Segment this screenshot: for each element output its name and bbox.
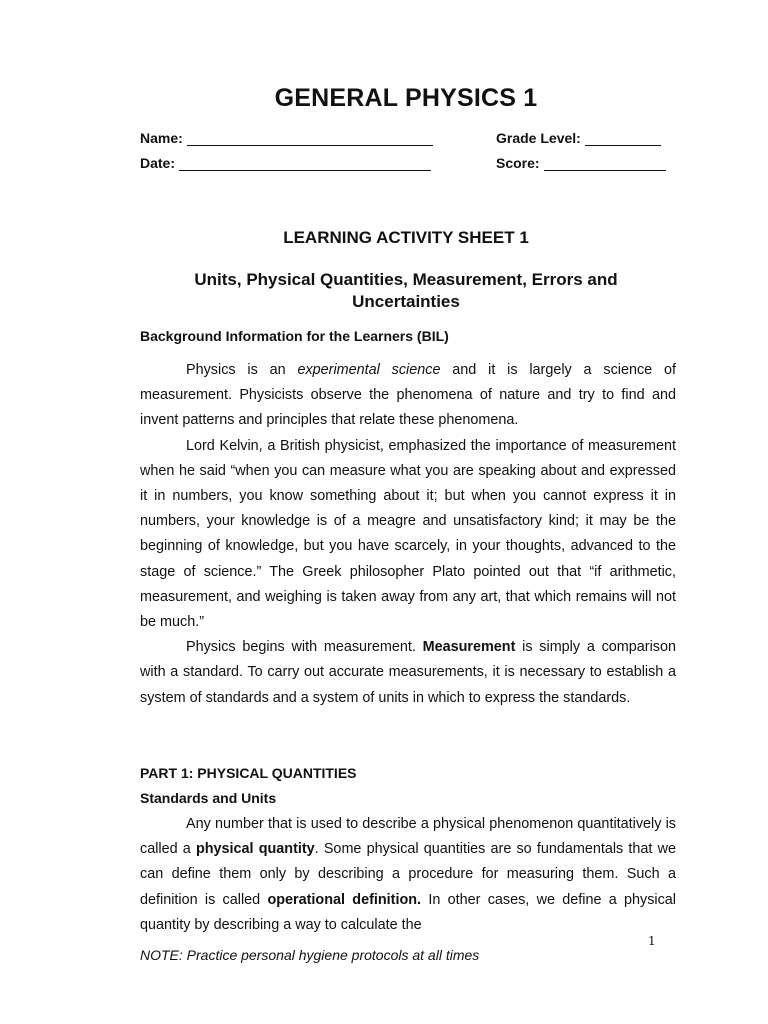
- date-label: Date:: [140, 155, 176, 171]
- bil-heading: Background Information for the Learners (BIL): [140, 328, 449, 344]
- footer-note: NOTE: Practice personal hygiene protocols at all times: [140, 947, 480, 963]
- part1-paragraph-1: Any number that is used to describe a physical phenomenon quantitatively is called a physical quantity. Some physical quantities are so fundamentals that we can define them only by describing a procedure for measuring them. Such a definition is called operational definition. In other cases, we define a physical quantity by describing a way to calculate the: [140, 816, 677, 933]
- grade-level-label: Grade Level:: [496, 130, 581, 146]
- name-label: Name:: [140, 130, 183, 146]
- date-field: [140, 155, 431, 171]
- part1-subheading: Standards and Units: [140, 790, 277, 806]
- grade-level-blank: [585, 131, 661, 146]
- date-blank: [179, 156, 431, 171]
- name-field: [140, 130, 433, 146]
- bil-paragraph-3: Physics begins with measurement. Measurement is simply a comparison with a standard. To carry out accurate measurements, it is necessary to establish a system of standards and a system of units in which to express the standards.: [140, 639, 676, 706]
- sheet-title: LEARNING ACTIVITY SHEET 1: [283, 228, 529, 247]
- bil-paragraph-1: Physics is an experimental science and it is largely a science of measurement. Physicists observe the phenomena of nature and try to find and invent patterns and principles that relate these phenomena.: [140, 362, 677, 429]
- name-blank: [187, 131, 433, 146]
- bil-body: [140, 358, 676, 711]
- page-title: GENERAL PHYSICS 1: [274, 84, 538, 112]
- score-blank: [544, 156, 666, 171]
- grade-level-field: [496, 130, 661, 146]
- bil-paragraph-2: Lord Kelvin, a British physicist, emphasized the importance of measurement when he said “when you can measure what you are speaking about and expressed it in numbers, you know something about it; but when you cannot express it in numbers, your knowledge is of a meagre and unsatisfactory kind; it may be the beginning of knowledge, but you have scarcely, in your thoughts, advanced to the stage of science.” The Greek philosopher Plato pointed out that “if arithmetic, measurement, and weighing is taken away from any art, that which remains will not be much.”: [140, 437, 676, 631]
- score-field: [496, 155, 666, 171]
- part1-body: [140, 812, 676, 938]
- sheet-subtitle: Units, Physical Quantities, Measurement, Errors and Uncertainties: [194, 270, 618, 311]
- part1-heading: PART 1: PHYSICAL QUANTITIES: [140, 765, 357, 781]
- page-number: 1: [648, 934, 656, 948]
- score-label: Score:: [496, 155, 540, 171]
